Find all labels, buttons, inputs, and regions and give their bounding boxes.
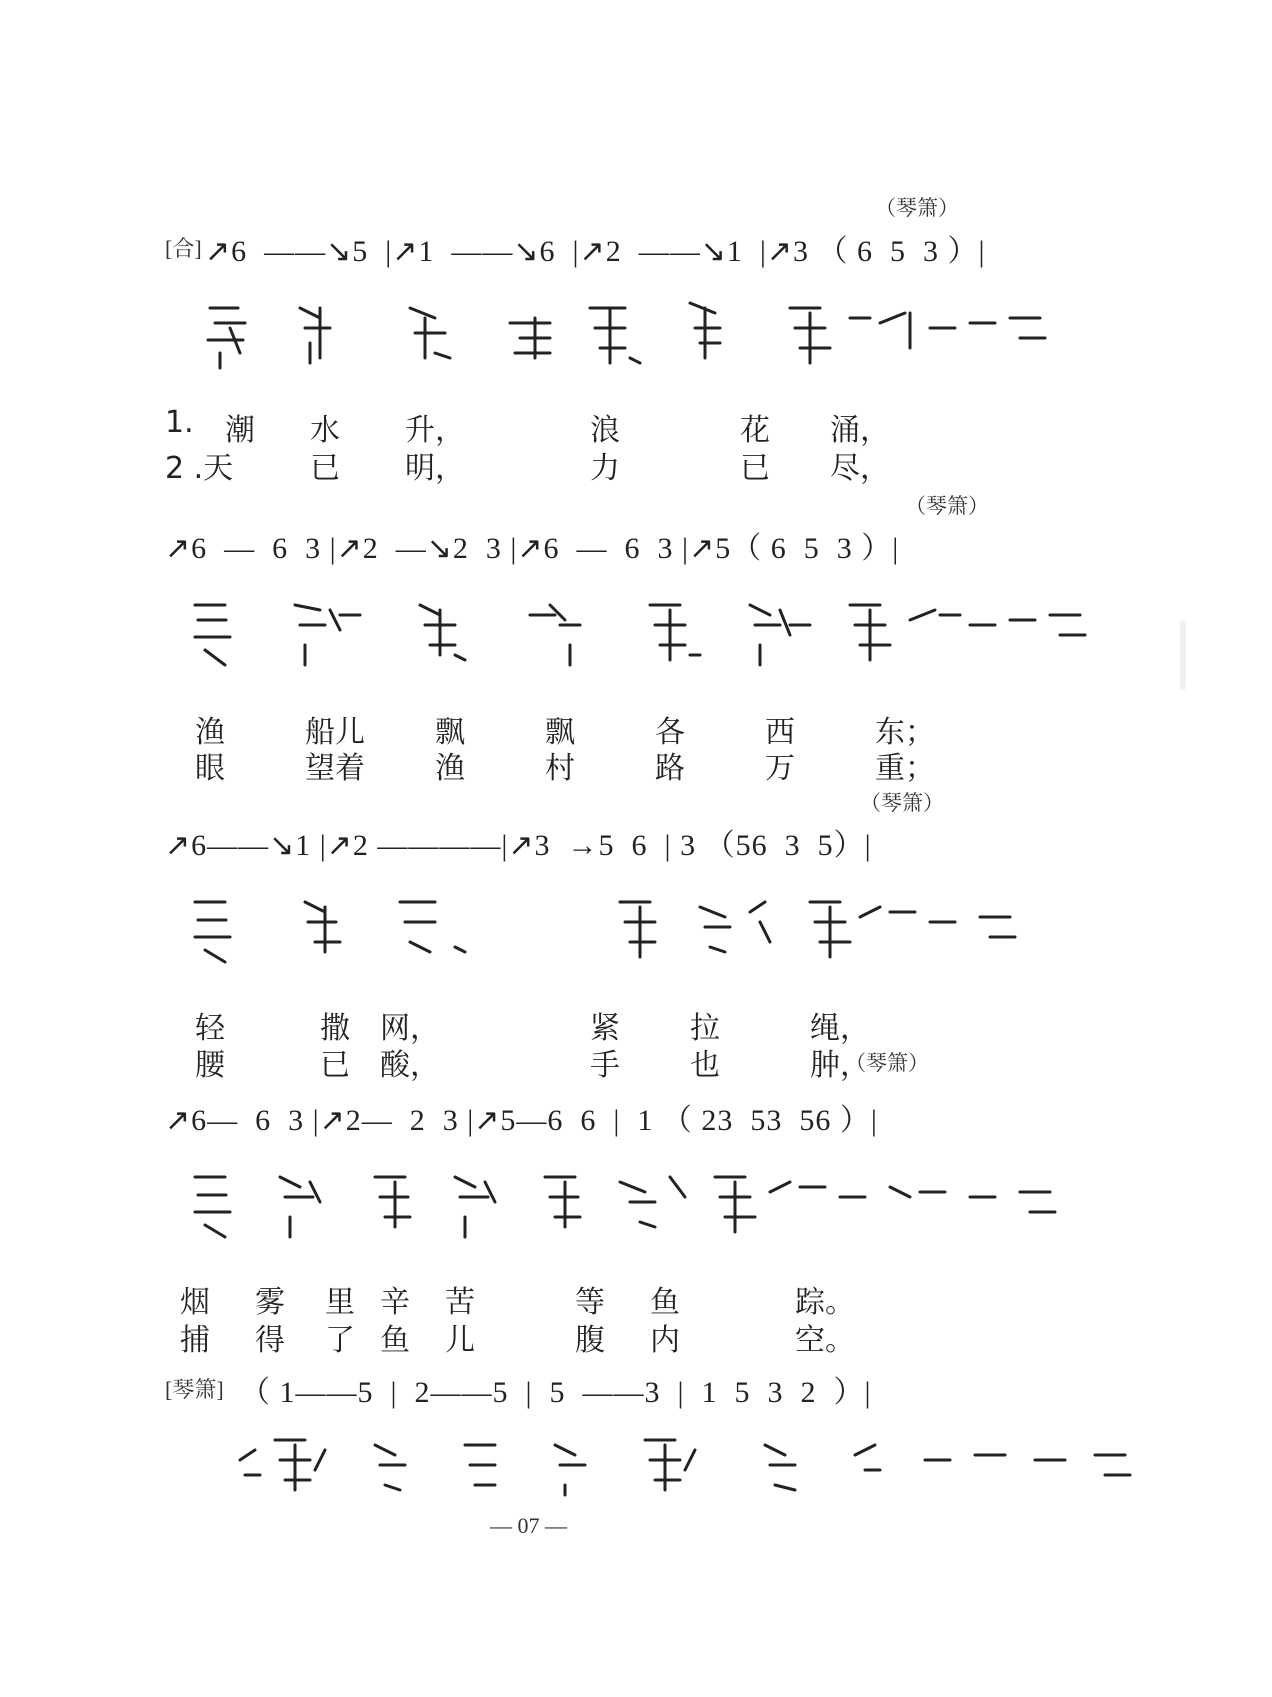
lyric-char: 苦	[445, 1285, 475, 1320]
lyric-char: 望着	[305, 751, 365, 786]
guqin-tablature-3	[190, 862, 1090, 972]
lyric-char: 空。	[795, 1323, 855, 1358]
lyric-char: 辛	[380, 1285, 410, 1320]
lyric-char: 已	[740, 451, 770, 486]
lyric-char: 2 .天	[165, 451, 234, 486]
guqin-tablature-5	[235, 1400, 1155, 1510]
lyric-char: 已	[320, 1048, 350, 1083]
lyric-char: 撒	[320, 1011, 350, 1046]
lyric-char: 渔	[195, 715, 225, 750]
guqin-tablature-2	[190, 565, 1140, 675]
lyric-char: 绳，	[810, 1011, 870, 1046]
lyric-line-1a	[165, 405, 1065, 448]
lyric-char: 里	[325, 1285, 355, 1320]
lyric-char: 西	[765, 715, 795, 750]
lyric-char: 网，	[380, 1011, 440, 1046]
lyric-char: 等	[575, 1285, 605, 1320]
section-prefix-5: [琴箫]	[165, 1377, 224, 1402]
lyric-char: 万	[765, 751, 795, 786]
instrument-label-2: （琴箫）	[905, 494, 989, 518]
lyric-char: 明，	[405, 451, 465, 486]
lyric-char: 重；	[875, 751, 935, 786]
lyric-line-4b	[180, 1315, 1080, 1358]
guqin-tablature-1	[190, 268, 1090, 378]
lyric-char: 飘	[435, 715, 465, 750]
lyric-line-1b	[165, 443, 1065, 486]
lyric-char: 1.	[165, 405, 194, 440]
jianpu-line-2: ↗6 — 6 3 |↗2 —↘2 3 |↗6 — 6 3 |↗5（ 6 5 3 ）|	[165, 532, 900, 565]
lyric-char: 得	[255, 1323, 285, 1358]
lyric-char: 浪	[590, 413, 620, 448]
lyric-char: 酸，	[380, 1048, 440, 1083]
lyric-char: 腹	[575, 1323, 605, 1358]
lyric-char: 花	[740, 413, 770, 448]
lyric-line-2b	[195, 743, 1095, 786]
lyric-char: 潮	[225, 413, 255, 448]
lyric-line-3b	[195, 1040, 1095, 1083]
lyric-char: 肿，	[810, 1048, 870, 1083]
scan-speck	[1180, 620, 1186, 690]
lyric-char: 渔	[435, 751, 465, 786]
lyric-line-4a	[180, 1277, 1080, 1320]
lyric-char: 东；	[875, 715, 935, 750]
lyric-char: 村	[545, 751, 575, 786]
lyric-char: 内	[650, 1323, 680, 1358]
jianpu-line-3: ↗6——↘1 |↗2 ————|↗3 →5 6 | 3 （56 3 5）|	[165, 829, 872, 862]
section-prefix-1: [合]	[165, 236, 202, 261]
lyric-char: 拉	[690, 1011, 720, 1046]
page-number: — 07 —	[490, 1513, 567, 1538]
jianpu-line-5: （ 1——5 | 2——5 | 5 ——3 | 1 5 3 2 ）|	[240, 1376, 872, 1409]
jianpu-line-4: ↗6— 6 3 |↗2— 2 3 |↗5—6 6 | 1 （ 23 53 56 ）|	[165, 1104, 878, 1137]
lyric-char: 水	[310, 413, 340, 448]
lyric-char: 轻	[195, 1011, 225, 1046]
lyric-char: 了	[325, 1323, 355, 1358]
lyric-char: 飘	[545, 715, 575, 750]
lyric-char: 尽，	[830, 451, 890, 486]
lyric-char: 紧	[590, 1011, 620, 1046]
lyric-char: 各	[655, 715, 685, 750]
lyric-line-3a	[195, 1003, 1095, 1046]
lyric-char: 也	[690, 1048, 720, 1083]
lyric-char: 鱼	[650, 1285, 680, 1320]
lyric-char: 眼	[195, 751, 225, 786]
lyric-char: 路	[655, 751, 685, 786]
lyric-line-2a	[195, 707, 1095, 750]
lyric-char: 升，	[405, 413, 465, 448]
lyric-char: 捕	[180, 1323, 210, 1358]
lyric-char: 力	[590, 451, 620, 486]
lyric-char: 烟	[180, 1285, 210, 1320]
jianpu-line-1: ↗6 ——↘5 |↗1 ——↘6 |↗2 ——↘1 |↗3 （ 6 5 3 ）|	[205, 235, 986, 268]
instrument-label-4: （琴箫）	[845, 1051, 929, 1075]
lyric-char: 船儿	[305, 715, 365, 750]
instrument-label-3: （琴箫）	[860, 791, 944, 815]
lyric-char: 手	[590, 1048, 620, 1083]
lyric-char: 踪。	[795, 1285, 855, 1320]
lyric-char: 雾	[255, 1285, 285, 1320]
lyric-char: 儿	[445, 1323, 475, 1358]
lyric-char: 已	[310, 451, 340, 486]
lyric-char: 腰	[195, 1048, 225, 1083]
guqin-tablature-4	[190, 1137, 1110, 1247]
instrument-label-1: （琴箫）	[875, 196, 959, 220]
lyric-char: 鱼	[380, 1323, 410, 1358]
lyric-char: 涌，	[830, 413, 890, 448]
